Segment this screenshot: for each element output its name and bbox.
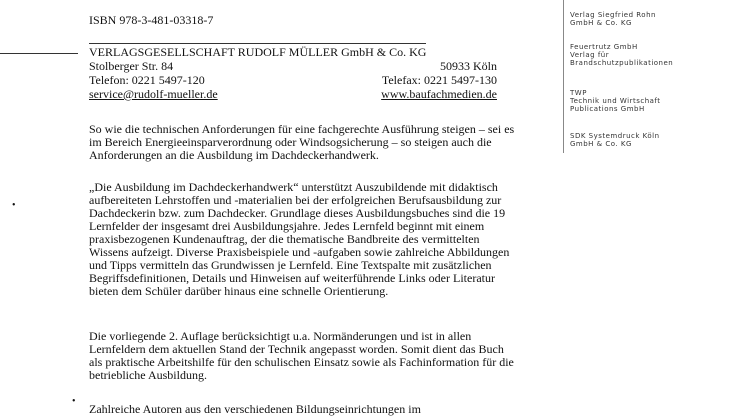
publisher-city: 50933 Köln — [440, 59, 497, 73]
imprint-sidebar — [563, 0, 746, 153]
sidebar-line: Feuertrutz GmbH — [570, 43, 638, 51]
sidebar-group-sdk — [570, 132, 660, 148]
sidebar-line: Verlag Siegfried Rohn — [570, 11, 656, 19]
paragraph-2: „Die Ausbildung im Dachdeckerhandwerk“ unterstützt Auszubildende mit didaktisch aufbereiteten Lehrstoffen und -materialien bei der erfolgreichen Berufsausbildung zur Dachdeckerin bzw. zum Dachdecker. Grundlage dieses Ausbildungsbuches sind die 19 Lernfelder der insgesamt drei Ausbildungsjahre. Jedes Lernfeld beginnt mit einem praxisbezogenen Kundenauftrag, der die thematische Bandbreite des vermittelten Wissens aufzeigt. Diverse Praxisbeispiele und -aufgaben sowie zahlreiche Abbildungen und Tipps vermitteln das Grundwissen je Lernfeld. Eine Textspalte mit zusätzlichen Begriffsdefinitionen, Details und Hinweisen auf weiterführende Links oder Literatur bieten dem Schüler darüber hinaus eine schnelle Orientierung. — [89, 180, 510, 298]
publisher-street: Stolberger Str. 84 — [89, 59, 174, 73]
sidebar-group-rohn — [570, 11, 656, 27]
sidebar-line: Technik und Wirtschaft — [570, 97, 661, 105]
paragraph-3: Die vorliegende 2. Auflage berücksichtigt u.a. Normänderungen und ist in allen Lernfeldern dem aktuellen Stand der Technik angepasst worden. Somit dient das Buch als praktische Arbeitshilfe für den schulischen Einsatz sowie als Fachinformation für die betriebliche Ausbildung. — [89, 329, 514, 382]
publisher-fax: Telefax: 0221 5497-130 — [381, 73, 497, 87]
sidebar-group-feuertrutz — [570, 43, 673, 67]
sidebar-line: Verlag für — [570, 51, 610, 59]
sidebar-line: Publications GmbH — [570, 105, 645, 113]
bullet-mark: • — [12, 200, 16, 211]
sidebar-line: TWP — [570, 89, 587, 97]
sidebar-line: Brandschutzpublikationen — [570, 59, 674, 67]
sidebar-line: SDK Systemdruck Köln — [570, 132, 660, 140]
paragraph-4: Zahlreiche Autoren aus den verschiedenen Bildungseinrichtungen im — [89, 402, 421, 416]
publisher-web-link[interactable]: www.baufachmedien.de — [381, 87, 497, 101]
left-rule — [0, 53, 78, 54]
bullet-mark: • — [72, 396, 76, 407]
isbn-line: ISBN 978-3-481-03318-7 — [89, 13, 214, 27]
sidebar-group-twp — [570, 89, 661, 113]
paragraph-1: So wie die technischen Anforderungen für eine fachgerechte Ausführung steigen – sei es im Bereich Energieeinsparverordnung oder Windsogsicherung – so steigen auch die Anforderungen an die Ausbildung im Dachdeckerhandwerk. — [89, 122, 515, 162]
publisher-phone: Telefon: 0221 5497-120 — [89, 73, 205, 87]
publisher-email-link[interactable]: service@rudolf-mueller.de — [89, 87, 218, 101]
publisher-name: VERLAGSGESELLSCHAFT RUDOLF MÜLLER GmbH & Co. KG — [89, 45, 427, 59]
sidebar-line: GmbH & Co. KG — [570, 140, 632, 148]
sidebar-line: GmbH & Co. KG — [570, 19, 632, 27]
publisher-block — [89, 43, 497, 101]
